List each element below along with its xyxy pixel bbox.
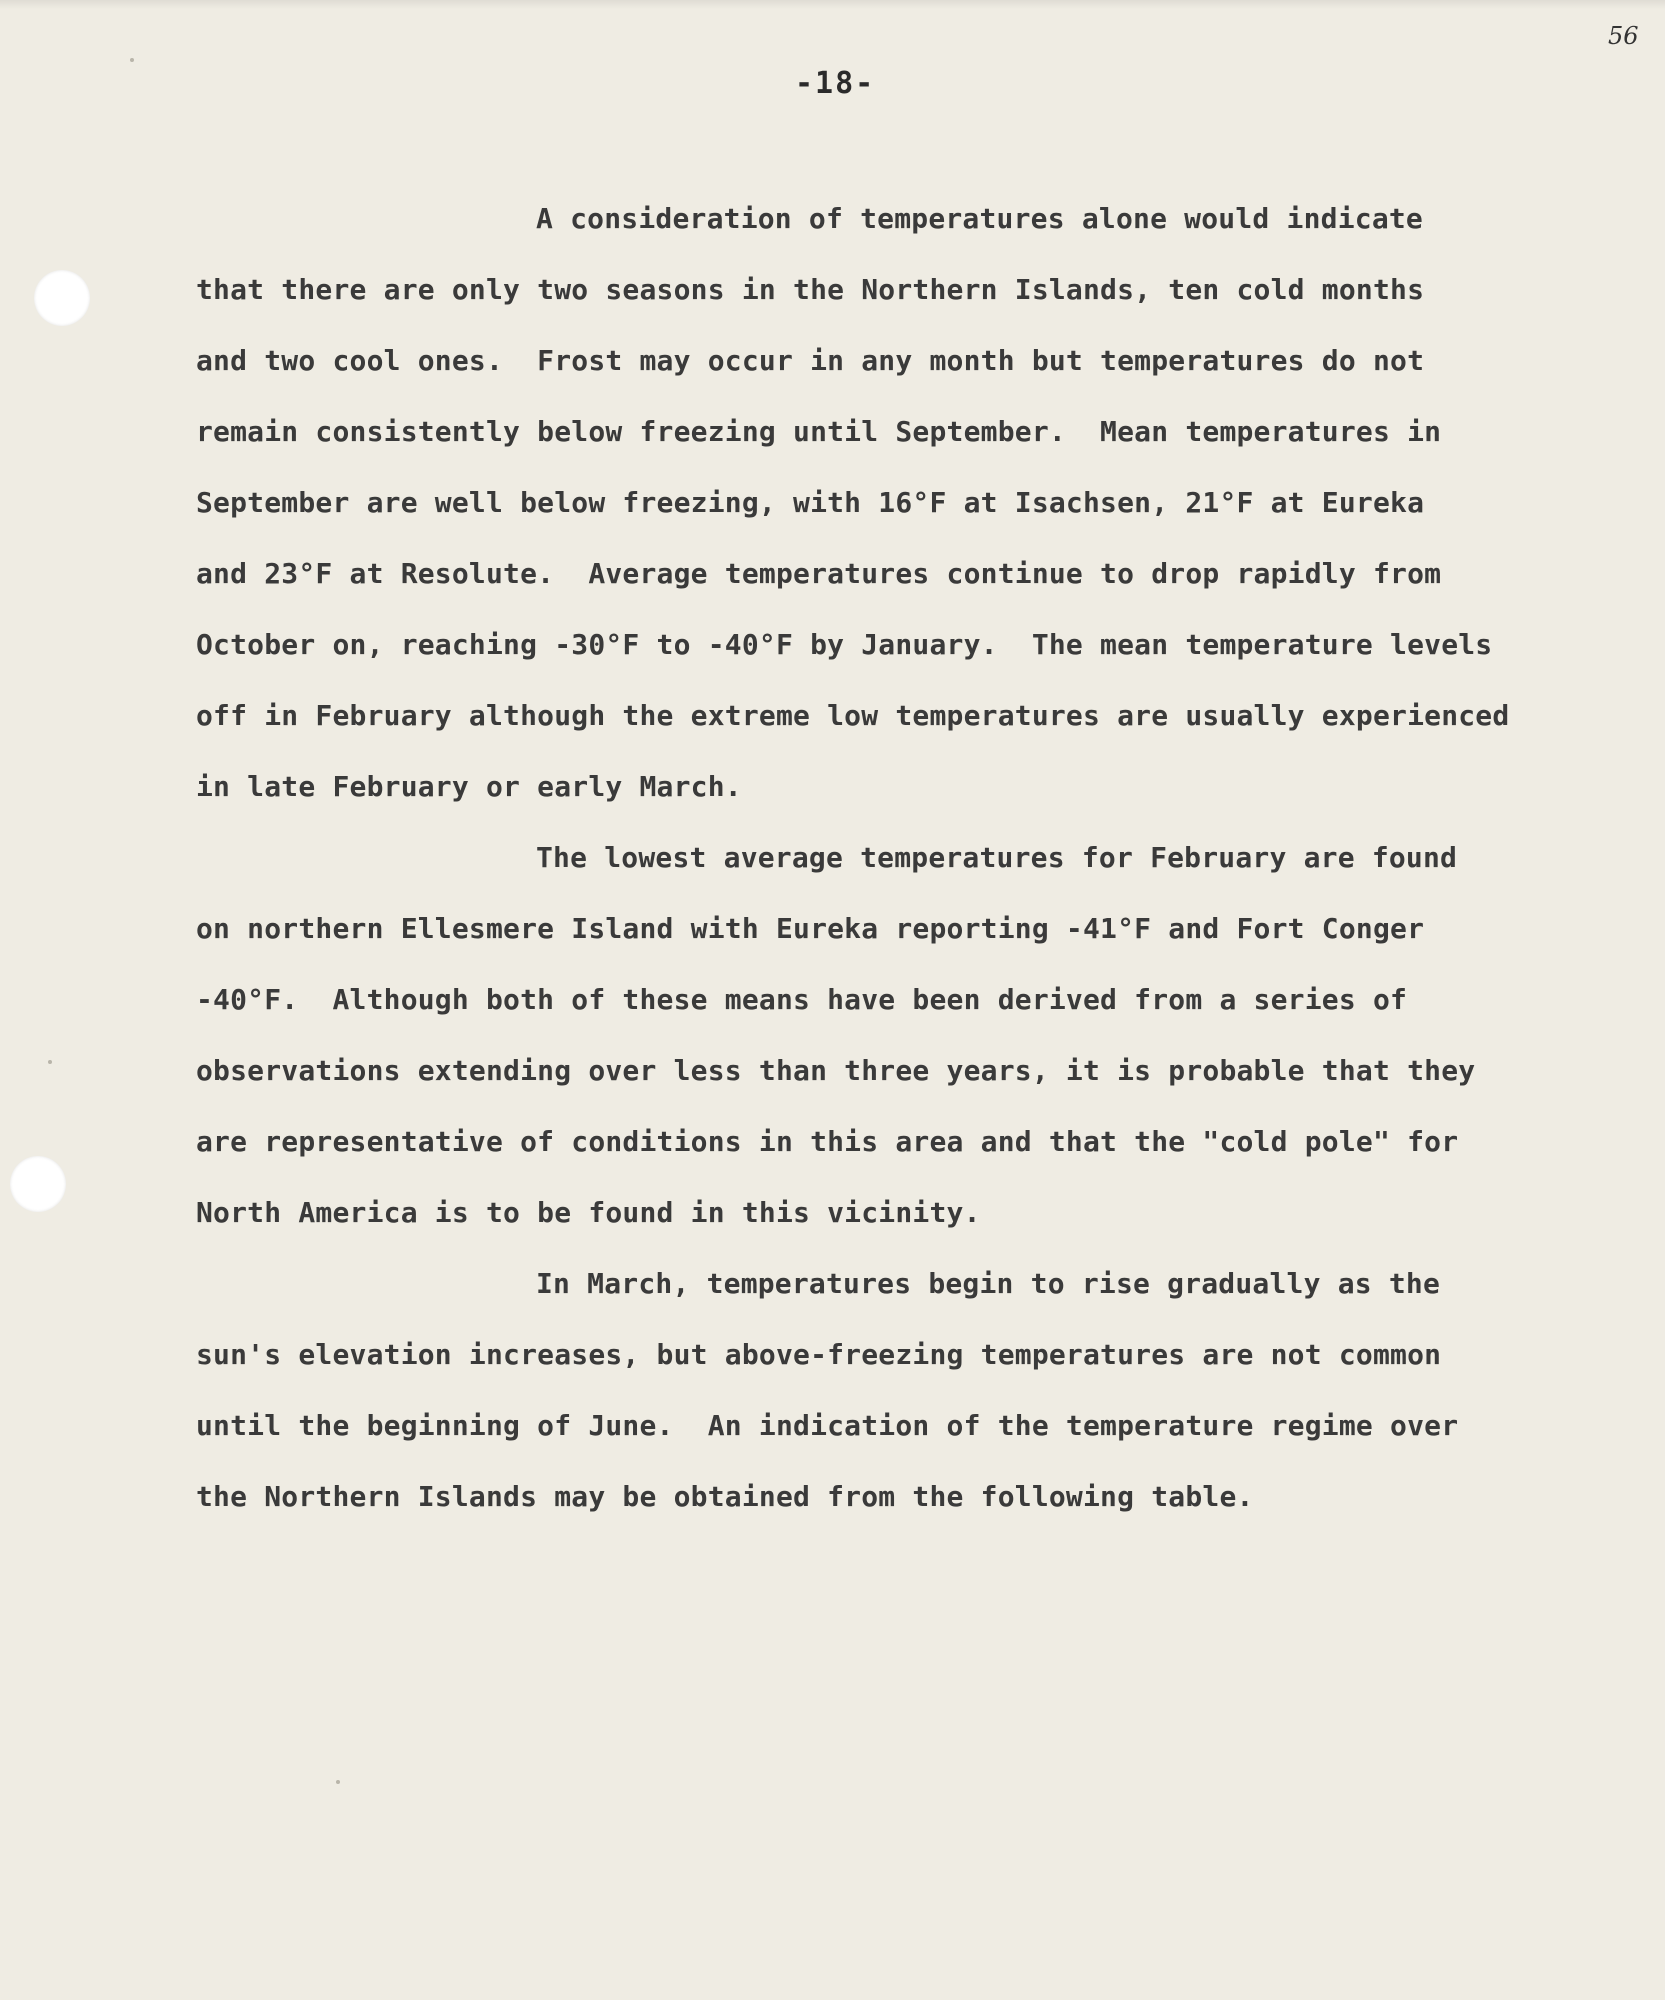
paper-speck (130, 58, 134, 62)
text-line: September are well below freezing, with 16°F at Isachsen, 21°F at Eureka (196, 486, 1425, 519)
text-line: the Northern Islands may be obtained from the following table. (196, 1480, 1254, 1513)
text-line: and two cool ones. Frost may occur in any month but temperatures do not (196, 344, 1425, 377)
text-line: are representative of conditions in this area and that the "cold pole" for (196, 1125, 1459, 1158)
text-line: that there are only two seasons in the Northern Islands, ten cold months (196, 273, 1425, 306)
paper-speck (48, 1060, 52, 1064)
page-number: -18- (795, 66, 876, 101)
text-line: -40°F. Although both of these means have been derived from a series of (196, 983, 1408, 1016)
punch-hole-bottom (10, 1156, 66, 1212)
body-text (196, 183, 1576, 1532)
text-line: October on, reaching -30°F to -40°F by January. The mean temperature levels (196, 628, 1493, 661)
text-line: until the beginning of June. An indication of the temperature regime over (196, 1409, 1459, 1442)
text-line: in late February or early March. (196, 770, 742, 803)
text-line: sun's elevation increases, but above-freezing temperatures are not common (196, 1338, 1442, 1371)
paragraph-3 (196, 1248, 1576, 1532)
punch-hole-top (34, 270, 90, 326)
text-line: A consideration of temperatures alone would indicate (536, 202, 1423, 235)
page-top-edge (0, 0, 1665, 9)
paragraph-2 (196, 822, 1576, 1248)
text-line: observations extending over less than three years, it is probable that they (196, 1054, 1476, 1087)
paragraph-1 (196, 183, 1576, 822)
text-line: In March, temperatures begin to rise gradually as the (536, 1267, 1441, 1300)
paper-speck (336, 1780, 340, 1784)
text-line: North America is to be found in this vicinity. (196, 1196, 981, 1229)
text-line: on northern Ellesmere Island with Eureka reporting -41°F and Fort Conger (196, 912, 1425, 945)
text-line: The lowest average temperatures for February are found (536, 841, 1458, 874)
text-line: remain consistently below freezing until September. Mean temperatures in (196, 415, 1442, 448)
text-line: off in February although the extreme low temperatures are usually experienced (196, 699, 1510, 732)
text-line: and 23°F at Resolute. Average temperatures continue to drop rapidly from (196, 557, 1442, 590)
handwritten-page-number: 56 (1608, 22, 1639, 50)
